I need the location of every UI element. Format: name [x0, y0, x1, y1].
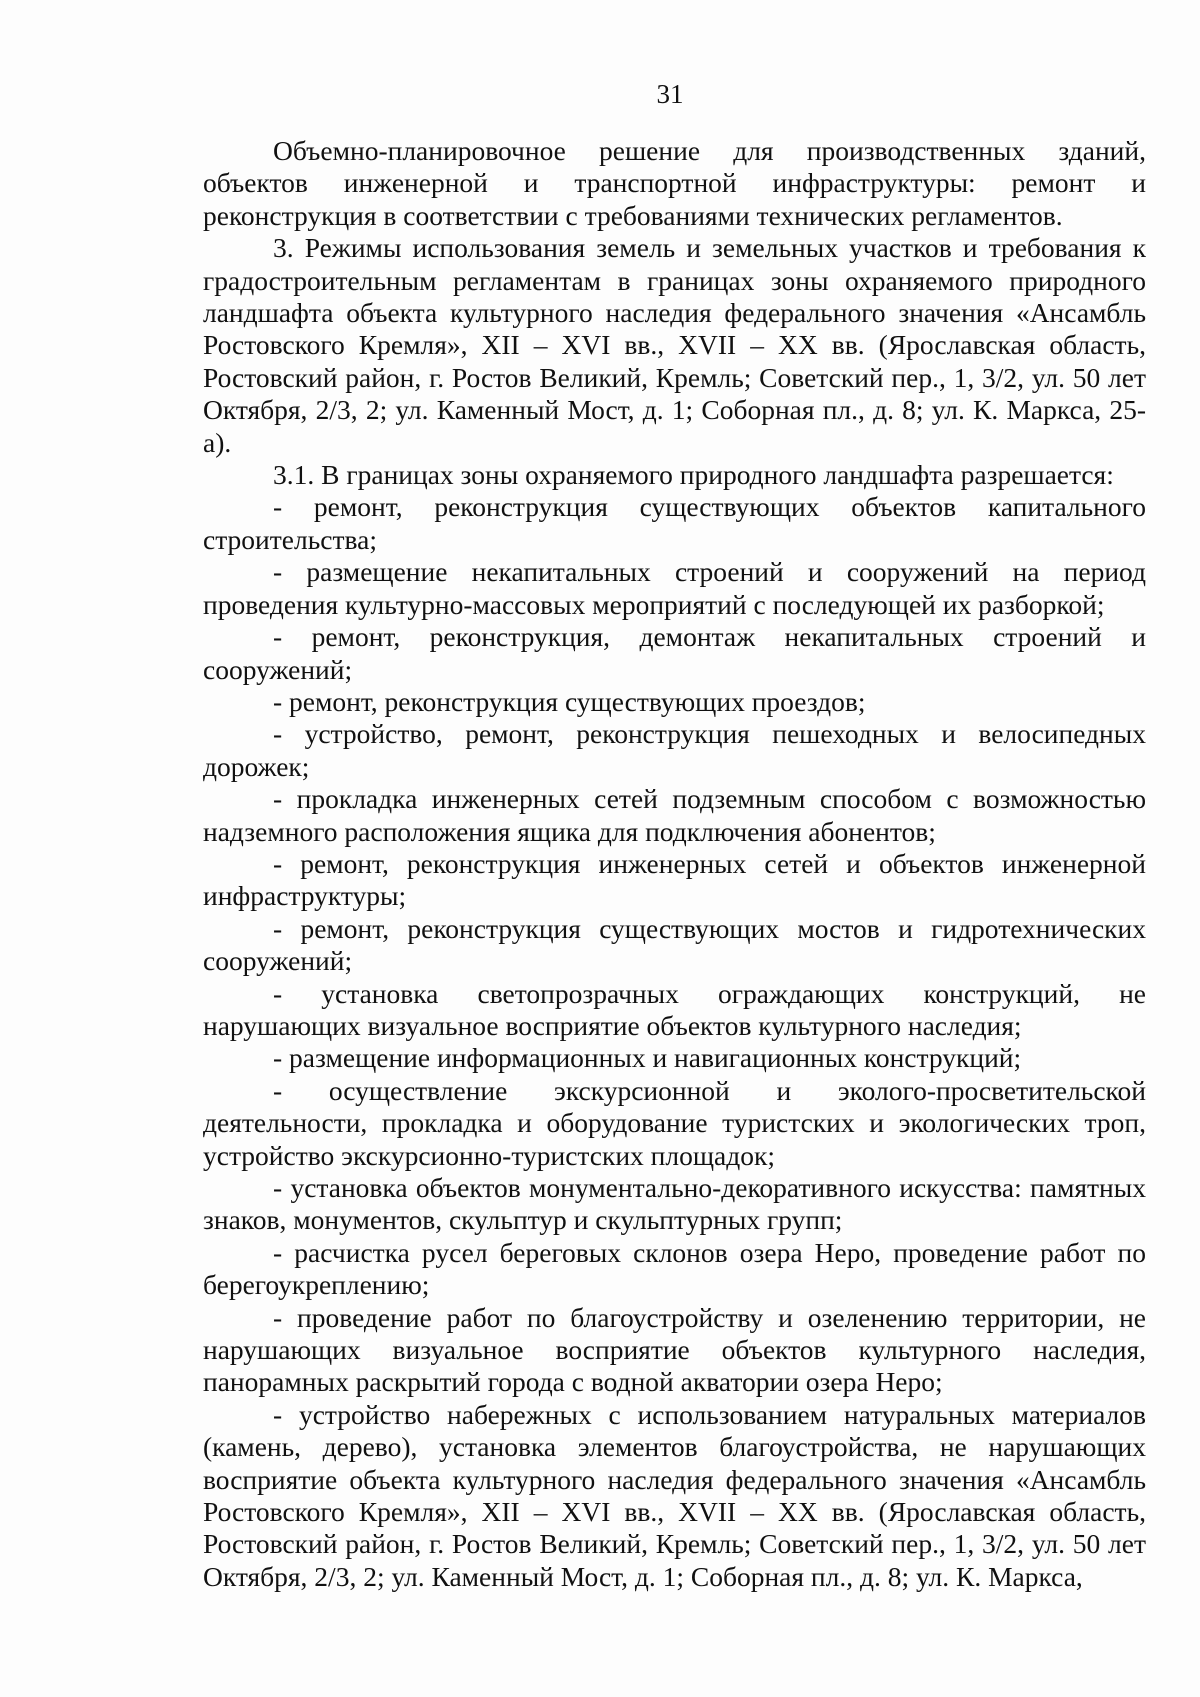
body-text	[203, 135, 1146, 1593]
list-item: - ремонт, реконструкция инженерных сетей и объектов инженерной инфраструктуры;	[203, 847, 1146, 912]
list-item: - проведение работ по благоустройству и озеленению территории, не нарушающих визуальное восприятие объектов культурного наследия, панорамных раскрытий города с водной акватории озера Неро;	[203, 1301, 1146, 1398]
list-item: - прокладка инженерных сетей подземным способом с возможностью надземного расположения ящика для подключения абонентов;	[203, 783, 1146, 847]
list-item: - размещение информационных и навигационных конструкций;	[273, 1042, 1022, 1074]
paragraph-planning-solution: Объемно-планировочное решение для производственных зданий, объектов инженерной и транспортной инфраструктуры: ремонт и реконструкция в соответствии с требованиями технических регламентов.	[203, 135, 1146, 231]
paragraph-section-3: 3. Режимы использования земель и земельных участков и требования к градостроительным регламентам в границах зоны охраняемого природного ландшафта объекта культурного наследия федерального значения «Ансамбль Ростовского Кремля», XII – XVI вв., XVII – XX вв. (Ярославская область, Ростовский район, г. Ростов Великий, Кремль; Советский пер., 1, 3/2, ул. 50 лет Октября, 2/3, 2; ул. Каменный Мост, д. 1; Соборная пл., д. 8; ул. К. Маркса, 25-а).	[203, 232, 1146, 458]
page-number: 31	[656, 79, 684, 109]
list-item: - ремонт, реконструкция существующих проездов;	[273, 685, 866, 717]
list-item: - устройство, ремонт, реконструкция пешеходных и велосипедных дорожек;	[203, 718, 1146, 782]
list-item: - расчистка русел береговых склонов озера Неро, проведение работ по берегоукреплению;	[203, 1236, 1146, 1301]
list-item: - размещение некапитальных строений и сооружений на период проведения культурно-массовых мероприятий с последующей их разборкой;	[203, 556, 1146, 620]
list-item: - устройство набережных с использованием натуральных материалов (камень, дерево), установка элементов благоустройства, не нарушающих восприятие объекта культурного наследия федерального значения «Ансамбль Ростовского Кремля», XII – XVI вв., XVII – XX вв. (Ярославская область, Ростовский район, г. Ростов Великий, Кремль; Советский пер., 1, 3/2, ул. 50 лет Октября, 2/3, 2; ул. Каменный Мост, д. 1; Соборная пл., д. 8; ул. К. Маркса,	[203, 1398, 1146, 1592]
list-item: - ремонт, реконструкция, демонтаж некапитальных строений и сооружений;	[203, 621, 1146, 685]
paragraph-section-3-1: 3.1. В границах зоны охраняемого природного ландшафта разрешается:	[273, 459, 1114, 491]
list-item: - установка светопрозрачных ограждающих конструкций, не нарушающих визуальное восприятие объектов культурного наследия;	[203, 977, 1146, 1041]
list-item: - установка объектов монументально-декоративного искусства: памятных знаков, монументов, скульптур и скульптурных групп;	[203, 1172, 1146, 1236]
list-item: - ремонт, реконструкция существующих объектов капитального строительства;	[203, 491, 1146, 555]
list-item: - ремонт, реконструкция существующих мостов и гидротехнических сооружений;	[203, 912, 1146, 977]
list-item: - осуществление экскурсионной и эколого-просветительской деятельности, прокладка и оборудование туристских и экологических троп, устройство экскурсионно-туристских площадок;	[203, 1074, 1146, 1171]
